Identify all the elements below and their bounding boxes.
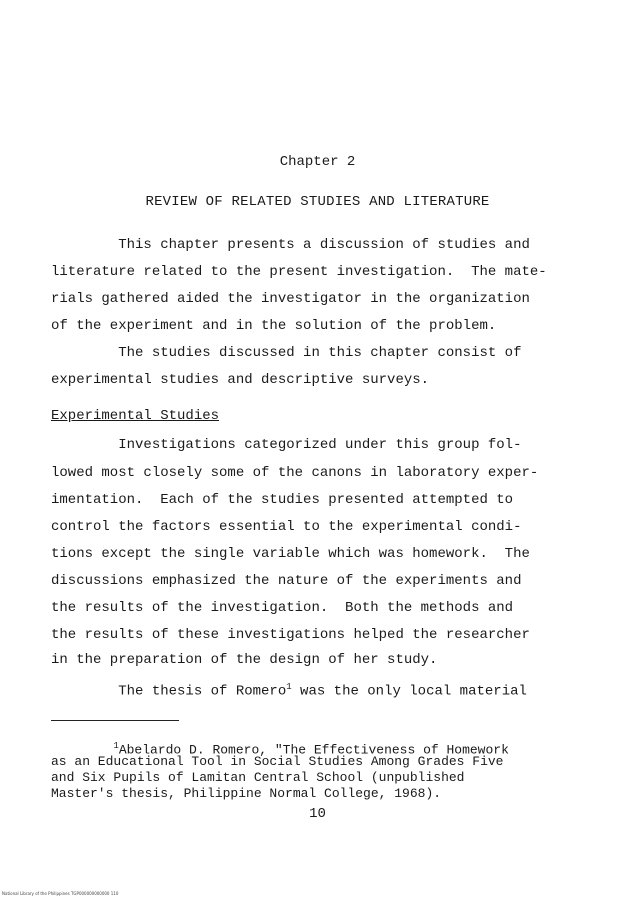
footnote-line: as an Educational Tool in Social Studies Among Grades Five	[51, 754, 504, 769]
section-line: the results of the investigation. Both the methods and	[51, 600, 514, 616]
intro-line: rials gathered aided the investigator in the organization	[51, 291, 530, 307]
section-line: in the preparation of the design of her study.	[51, 652, 438, 668]
section-line: Investigations categorized under this group fol-	[51, 437, 522, 453]
section-last-line-after: was the only local material	[291, 683, 527, 700]
footnote-marker: 1	[113, 741, 119, 751]
section-line: control the factors essential to the experimental condi-	[51, 519, 522, 535]
intro-line: of the experiment and in the solution of the problem.	[51, 318, 497, 334]
intro-line: literature related to the present investigation. The mate-	[51, 264, 547, 280]
footnote-line: Master's thesis, Philippine Normal College, 1968).	[51, 786, 442, 801]
section-line: lowed most closely some of the canons in laboratory exper-	[51, 465, 539, 481]
footnote-line: and Six Pupils of Lamitan Central School (unpublished	[51, 770, 465, 785]
intro-line: experimental studies and descriptive surveys.	[51, 372, 430, 388]
section-line: imentation. Each of the studies presented attempted to	[51, 492, 514, 508]
archive-watermark: National Library of the Philippines TGP000000000000 110	[2, 891, 119, 896]
page-number: 10	[309, 806, 326, 822]
section-line: discussions emphasized the nature of the experiments and	[51, 573, 522, 589]
footnote-text-first: Abelardo D. Romero, "The Effectiveness of Homework	[118, 742, 509, 758]
intro-line: This chapter presents a discussion of studies and	[51, 237, 530, 253]
footnote-reference: 1	[286, 682, 292, 692]
footnote-rule	[51, 720, 179, 721]
intro-line: The studies discussed in this chapter consist of	[51, 345, 522, 361]
section-line: the results of these investigations helped the researcher	[51, 627, 530, 643]
section-last-line	[51, 678, 527, 701]
section-line: tions except the single variable which was homework. The	[51, 546, 530, 562]
chapter-label: Chapter 2	[279, 154, 356, 170]
chapter-title: REVIEW OF RELATED STUDIES AND LITERATURE	[145, 194, 490, 210]
section-last-line-before: The thesis of Romero	[51, 683, 287, 700]
section-heading: Experimental Studies	[51, 408, 220, 424]
